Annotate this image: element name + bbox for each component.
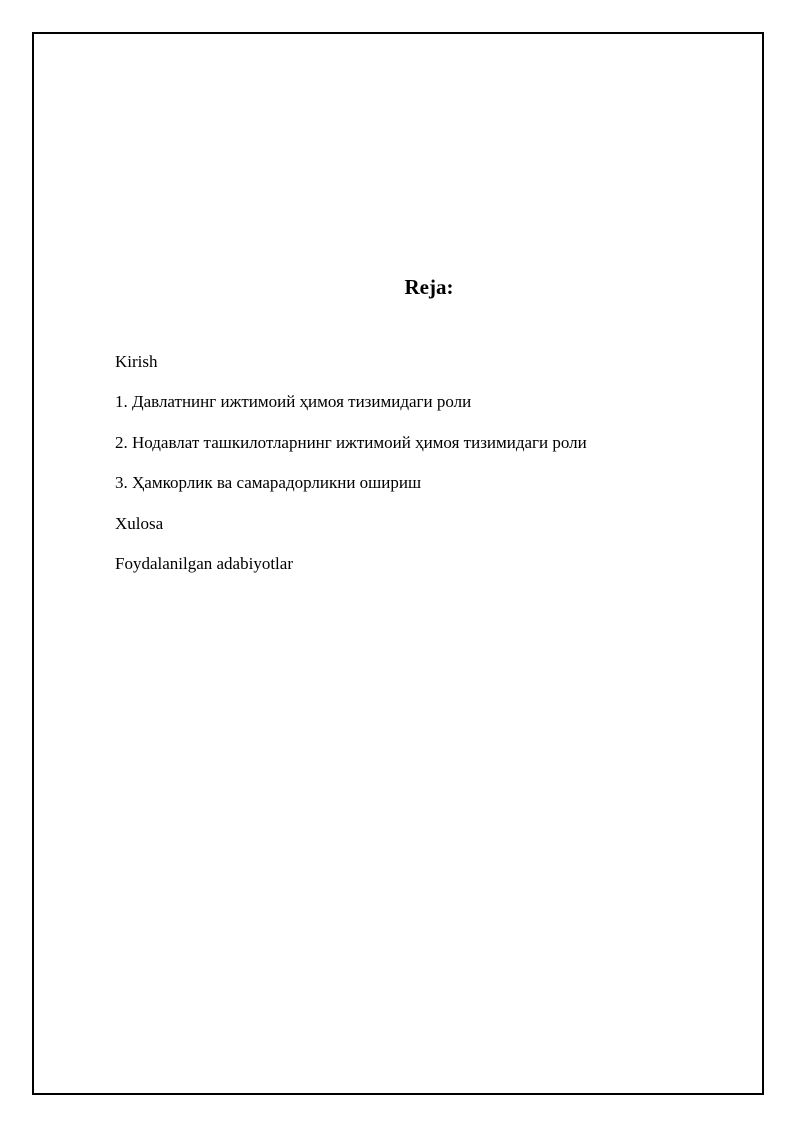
toc-item-2: 2. Нодавлат ташкилотларнинг ижтимоий ҳимоя тизимидаги роли (115, 432, 587, 452)
toc-item-introduction: Kirish (115, 352, 158, 371)
toc-item-3: 3. Ҳамкорлик ва самарадорликни ошириш (115, 473, 422, 493)
toc-item-1: 1. Давлатнинг ижтимоий ҳимоя тизимидаги роли (115, 392, 472, 412)
toc-item-references: Foydalanilgan adabiyotlar (115, 553, 293, 573)
toc-item-conclusion: Xulosa (115, 513, 164, 533)
table-of-contents (115, 350, 587, 592)
page-title: Reja: (404, 275, 454, 299)
